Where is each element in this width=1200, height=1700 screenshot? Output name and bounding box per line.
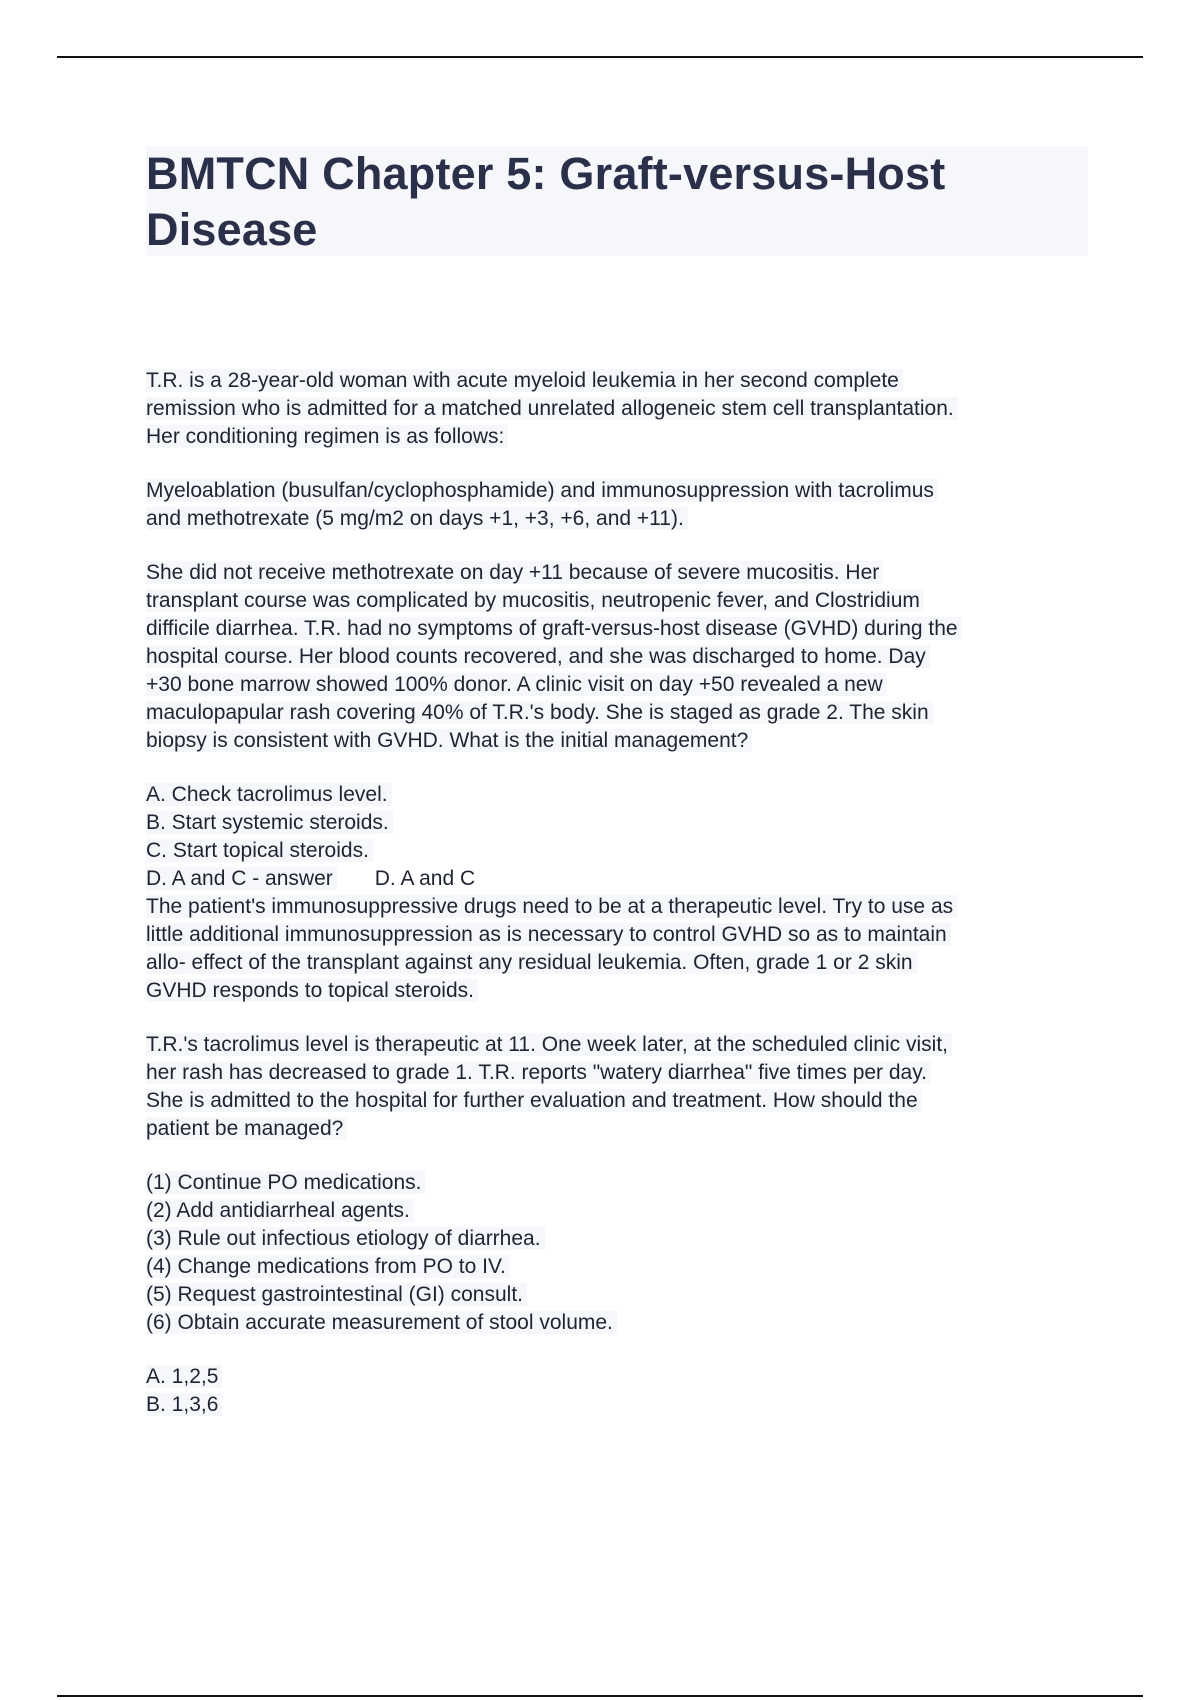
text-line: difficile diarrhea. T.R. had no symptoms of graft-versus-host disease (GVHD) during the [146, 617, 962, 640]
text-line: transplant course was complicated by mucositis, neutropenic fever, and Clostridium [146, 589, 924, 612]
text-line: Myeloablation (busulfan/cyclophosphamide) and immunosuppression with tacrolimus [146, 479, 938, 502]
text-line: and methotrexate (5 mg/m2 on days +1, +3, +6, and +11). [146, 507, 688, 530]
text-line: +30 bone marrow showed 100% donor. A clinic visit on day +50 revealed a new [146, 673, 887, 696]
text-line: She did not receive methotrexate on day +11 because of severe mucositis. Her [146, 561, 883, 584]
option-item: B. Start systemic steroids. [146, 811, 393, 834]
question-2-options [146, 1363, 1096, 1419]
text-line: remission who is admitted for a matched unrelated allogeneic stem cell transplantation. [146, 397, 958, 420]
answer-value: D. A and C [374, 867, 476, 890]
question-2-items [146, 1169, 1096, 1337]
text-line: allo- effect of the transplant against any residual leukemia. Often, grade 1 or 2 skin [146, 951, 917, 974]
top-rule [57, 56, 1143, 58]
title-line: BMTCN Chapter 5: Graft-versus-Host [146, 148, 946, 199]
question-1-rationale [146, 893, 1096, 1005]
page-title [146, 146, 1088, 258]
answer-line [146, 865, 1096, 893]
text-line: The patient's immunosuppressive drugs need to be at a therapeutic level. Try to use as [146, 895, 957, 918]
question-1-options [146, 781, 1096, 893]
title-block [146, 146, 1088, 256]
answer-marked: D. A and C - answer [146, 867, 337, 890]
option-item: C. Start topical steroids. [146, 839, 373, 862]
text-line: She is admitted to the hospital for further evaluation and treatment. How should the [146, 1089, 922, 1112]
text-line: GVHD responds to topical steroids. [146, 979, 478, 1002]
question-1-paragraph [146, 559, 1096, 755]
text-line: biopsy is consistent with GVHD. What is the initial management? [146, 729, 752, 752]
list-item: (2) Add antidiarrheal agents. [146, 1199, 414, 1222]
list-item: (5) Request gastrointestinal (GI) consult. [146, 1283, 527, 1306]
text-line: patient be managed? [146, 1117, 347, 1140]
list-item: (3) Rule out infectious etiology of diarrhea. [146, 1227, 545, 1250]
list-item: (1) Continue PO medications. [146, 1171, 425, 1194]
option-item: A. 1,2,5 [146, 1365, 222, 1388]
text-line: T.R.'s tacrolimus level is therapeutic at 11. One week later, at the scheduled clinic visit, [146, 1033, 952, 1056]
list-item: (6) Obtain accurate measurement of stool volume. [146, 1311, 617, 1334]
question-2-paragraph [146, 1031, 1096, 1143]
text-line: little additional immunosuppression as is necessary to control GVHD so as to maintain [146, 923, 951, 946]
case-intro-paragraph [146, 367, 1096, 451]
document-body [146, 367, 1096, 1445]
text-line: hospital course. Her blood counts recovered, and she was discharged to home. Day [146, 645, 930, 668]
option-item: B. 1,3,6 [146, 1393, 222, 1416]
list-item: (4) Change medications from PO to IV. [146, 1255, 510, 1278]
bottom-rule [57, 1695, 1143, 1697]
text-line: Her conditioning regimen is as follows: [146, 425, 508, 448]
regimen-paragraph [146, 477, 1096, 533]
text-line: maculopapular rash covering 40% of T.R.'s body. She is staged as grade 2. The skin [146, 701, 933, 724]
text-line: her rash has decreased to grade 1. T.R. reports "watery diarrhea" five times per day. [146, 1061, 931, 1084]
text-line: T.R. is a 28-year-old woman with acute myeloid leukemia in her second complete [146, 369, 903, 392]
option-item: A. Check tacrolimus level. [146, 783, 392, 806]
title-line: Disease [146, 204, 318, 255]
